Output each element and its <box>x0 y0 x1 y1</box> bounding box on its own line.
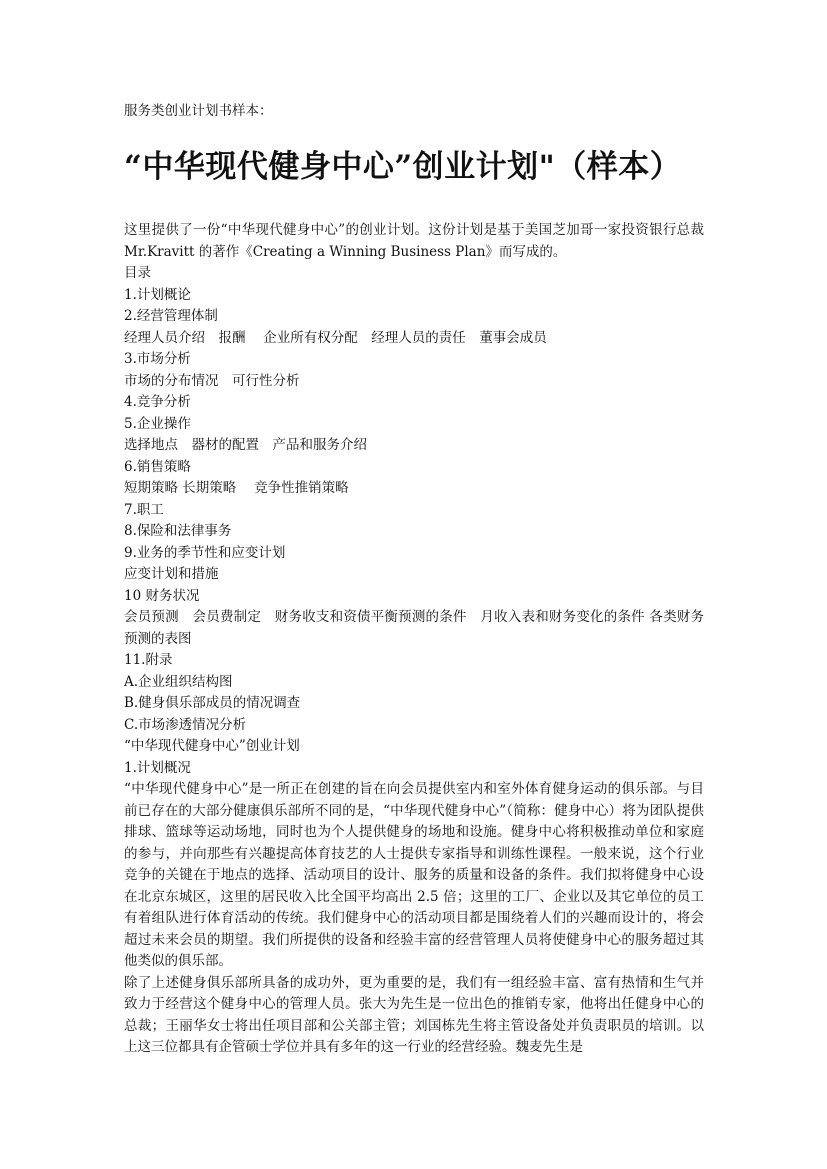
toc-item: 11.附录 <box>124 652 173 668</box>
overview-paragraph-2: 除了上述健身俱乐部所具备的成功外，更为重要的是，我们有一组经验丰富、富有热情和生气并致力于经营这个健身中心的管理人员。张大为先生是一位出色的推销专家，他将出任健身中心的总裁；王丽华女士将出任项目部和公关部主管；刘国栋先生将主管设备处并负责职员的培训。以上这三位都具有企管硕士学位并具有多年的这一行业的经营经验。魏麦先生是 <box>124 974 704 1055</box>
document-body <box>124 220 704 1059</box>
toc-subitems: 市场的分布情况 可行性分析 <box>124 372 300 389</box>
toc-item: 2.经营管理体制 <box>124 308 218 324</box>
toc-subitem: A.企业组织结构图 <box>124 673 233 690</box>
toc-finance-subitems: 会员预测 会员费制定 财务收支和资债平衡预测的条件 月收入表和财务变化的条件 各类财务预测的表图 <box>124 609 704 647</box>
overview-paragraph-1: “中华现代健身中心”是一所正在创建的旨在向会员提供室内和室外体育健身运动的俱乐部。与目前已存在的大部分健康俱乐部所不同的是，“中华现代健身中心”（简称：健身中心）将为团队提供排球、篮球等运动场地，同时也为个人提供健身的场地和设施。健身中心将积极推动单位和家庭的参与，并向那些有兴趣提高体育技艺的人士提供专家指导和训练性课程。一般来说，这个行业竞争的关键在于地点的选择、活动项目的设计、服务的质量和设备的条件。我们拟将健身中心设在北京东城区，这里的居民收入比全国平均高出 2.5 倍；这里的工厂、企业以及其它单位的员工有着组队进行体育活动的传统。我们健身中心的活动项目都是围绕着人们的兴趣而设计的，将会超过未来会员的期望。我们所提供的设备和经验丰富的经营管理人员将使健身中心的服务超过其他类似的俱乐部。 <box>124 781 704 969</box>
toc-heading: 目录 <box>124 265 151 281</box>
toc-item: 9.业务的季节性和应变计划 <box>124 544 286 561</box>
section-heading: 1.计划概况 <box>124 759 191 776</box>
toc-subitem: C.市场渗透情况分析 <box>124 716 247 733</box>
toc-subitems: 短期策略 长期策略 竞争性推销策略 <box>124 480 349 496</box>
toc-item: 6.销售策略 <box>124 458 191 475</box>
intro-paragraph: 这里提供了一份“中华现代健身中心”的创业计划。这份计划是基于美国芝加哥一家投资银行总裁 Mr.Kravitt 的著作《Creating a Winning Business Plan》而写成的。 <box>124 222 704 260</box>
toc-item: 7.职工 <box>124 501 164 518</box>
toc-subitems: 选择地点 器材的配置 产品和服务介绍 <box>124 437 367 453</box>
toc-item: 4.竞争分析 <box>124 394 191 410</box>
toc-subitems: 经理人员介绍 报酬 企业所有权分配 经理人员的责任 董事会成员 <box>124 329 547 346</box>
toc-item: 5.企业操作 <box>124 415 191 432</box>
toc-item: 3.市场分析 <box>124 351 191 367</box>
toc-item: 8.保险和法律事务 <box>124 523 232 539</box>
toc-item: 1.计划概论 <box>124 286 191 303</box>
document-subtitle: 服务类创业计划书样本： <box>124 103 273 119</box>
toc-subitems: 应变计划和措施 <box>124 566 219 582</box>
toc-item: 10 财务状况 <box>124 587 200 604</box>
section-title: “中华现代健身中心”创业计划 <box>124 738 300 754</box>
document-title: “中华现代健身中心”创业计划"（样本） <box>124 149 682 185</box>
toc-subitem: B.健身俱乐部成员的情况调查 <box>124 695 301 711</box>
